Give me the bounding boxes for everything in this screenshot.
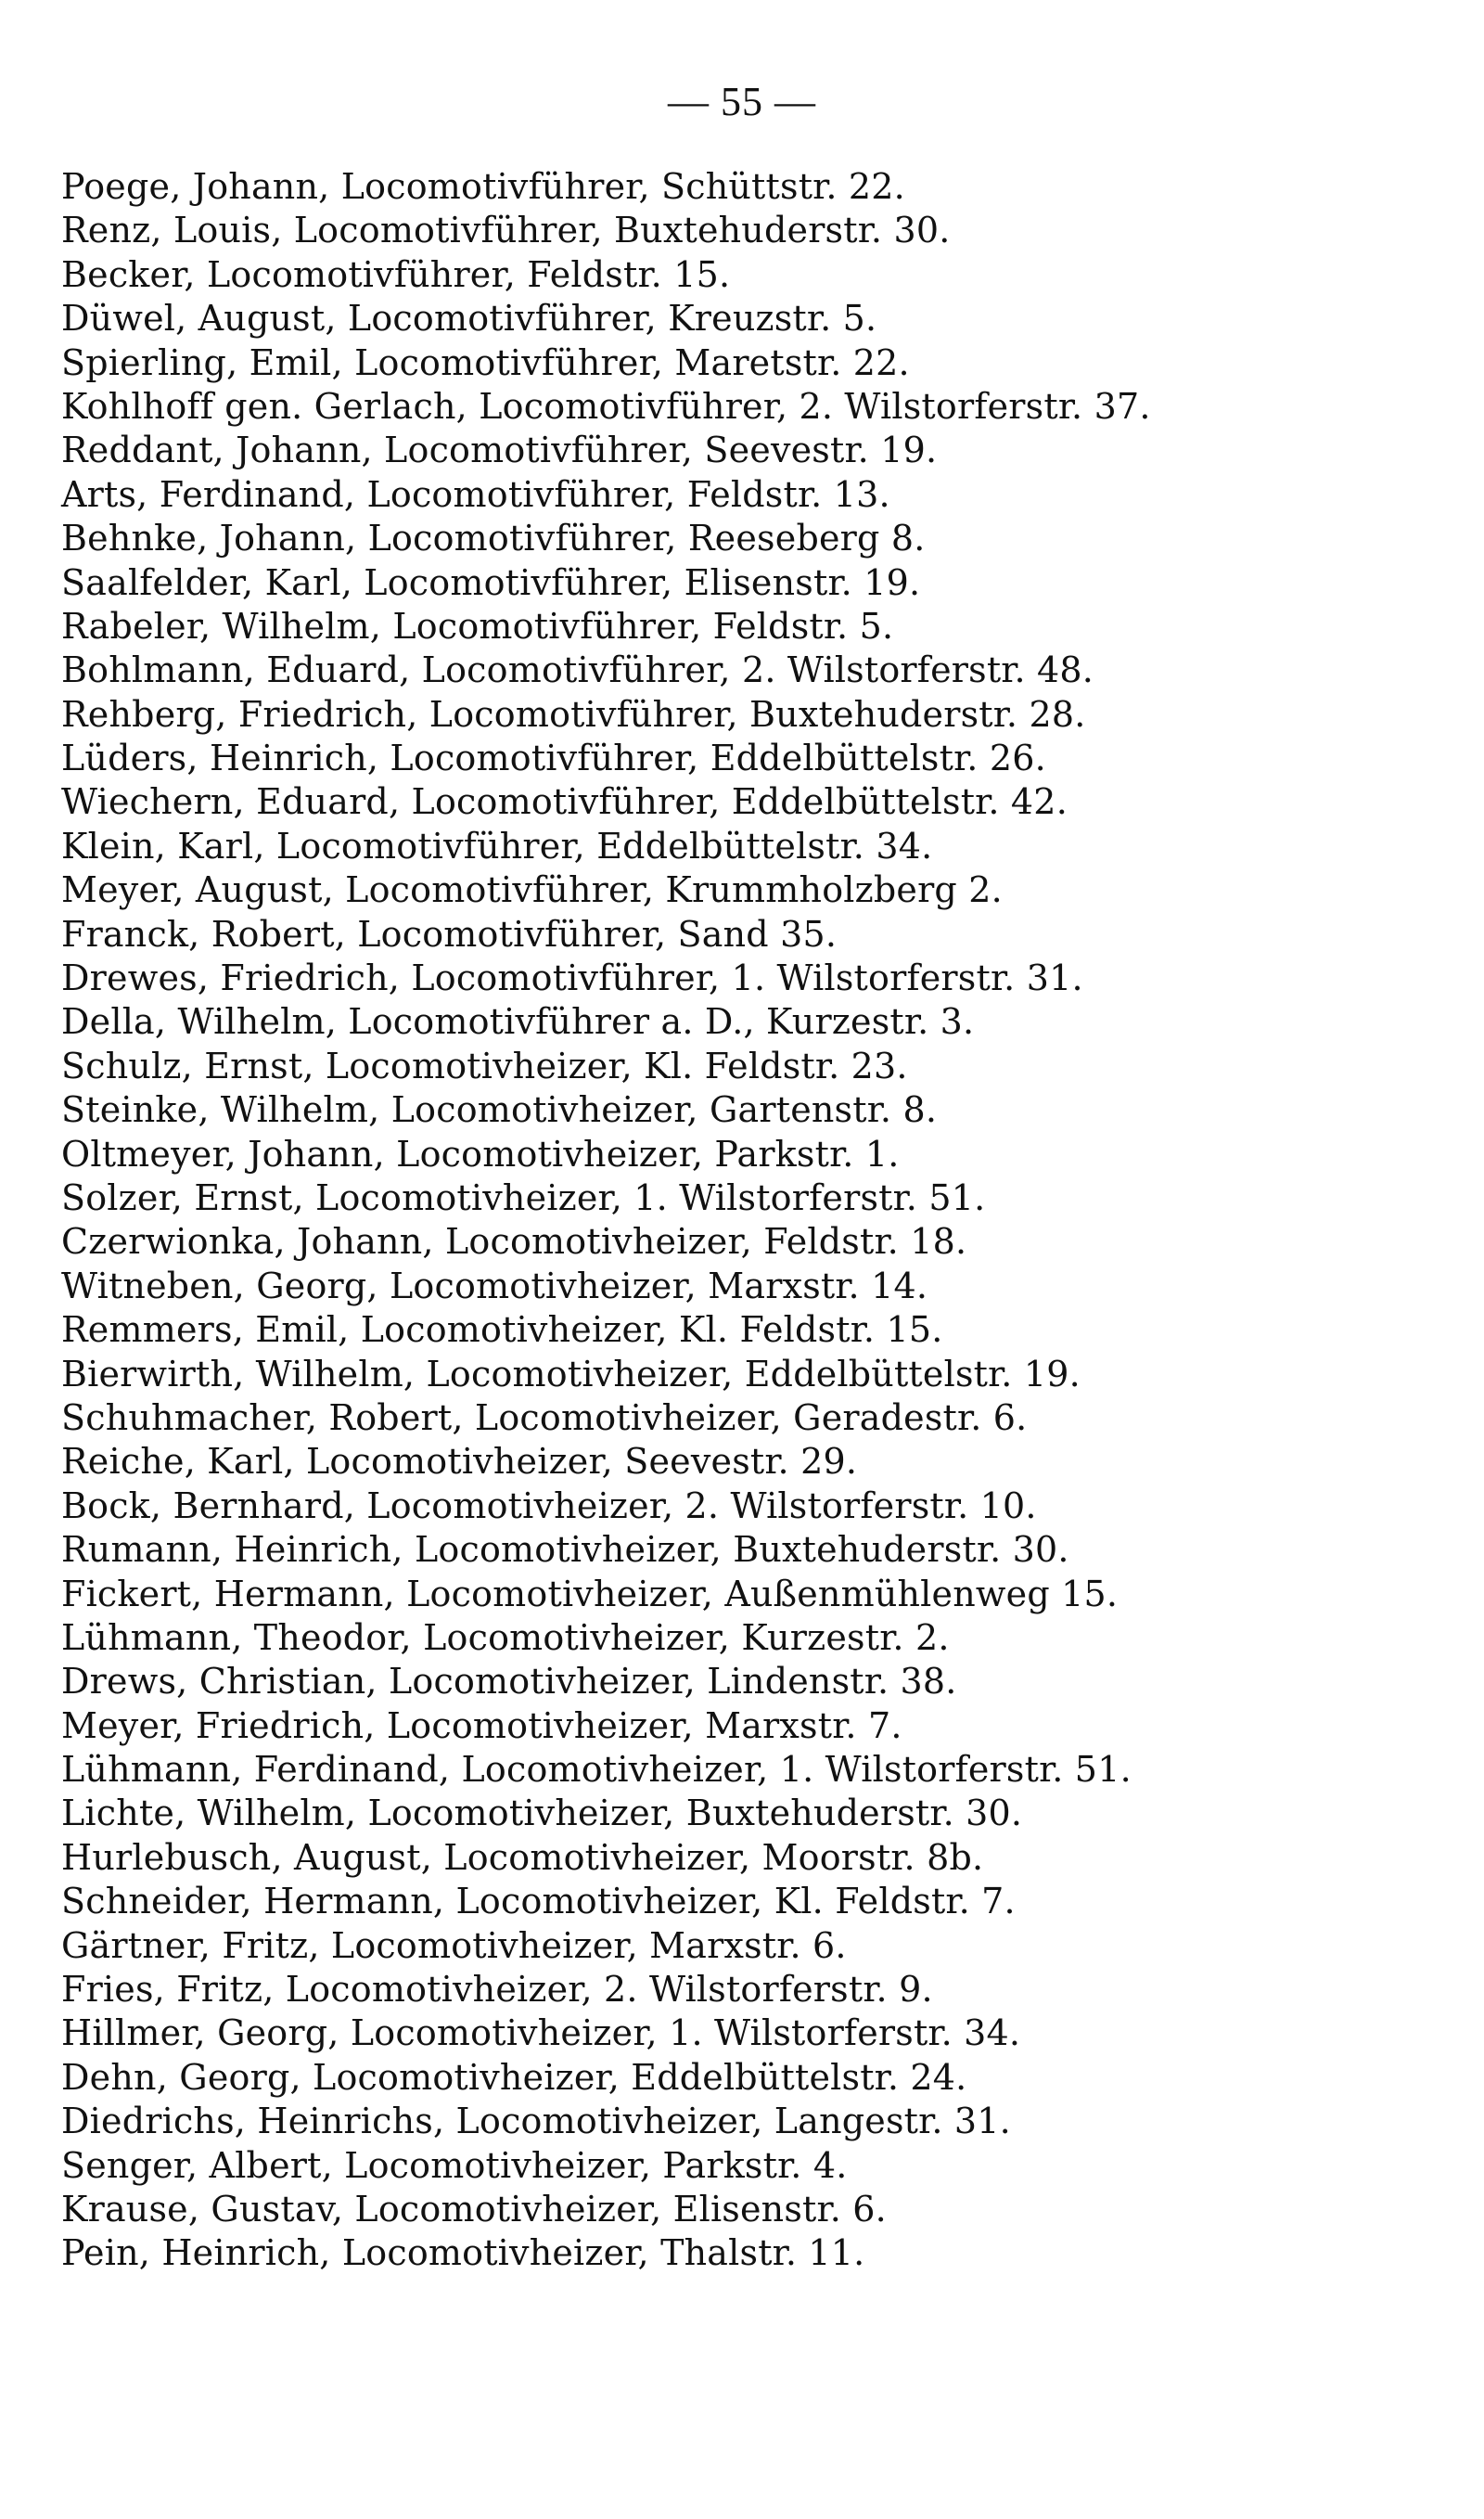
directory-entry: Czerwionka, Johann, Locomotivheizer, Feldstr. 18.	[61, 1221, 967, 1263]
directory-entry: Kohlhoff gen. Gerlach, Locomotivführer, 2. Wilstorferstr. 37.	[61, 385, 1151, 427]
directory-entry: Senger, Albert, Locomotivheizer, Parkstr. 4.	[61, 2144, 848, 2186]
directory-entry: Schuhmacher, Robert, Locomotivheizer, Geradestr. 6.	[61, 1396, 1028, 1438]
directory-entry: Rumann, Heinrich, Locomotivheizer, Buxtehuderstr. 30.	[61, 1529, 1069, 1571]
directory-entry: Behnke, Johann, Locomotivführer, Reeseberg 8.	[61, 518, 926, 559]
directory-entry: Wiechern, Eduard, Locomotivführer, Eddelbüttelstr. 42.	[61, 781, 1068, 823]
directory-entry: Diedrichs, Heinrichs, Locomotivheizer, Langestr. 31.	[61, 2101, 1011, 2142]
directory-entry: Düwel, August, Locomotivführer, Kreuzstr. 5.	[61, 298, 877, 340]
directory-entry: Solzer, Ernst, Locomotivheizer, 1. Wilstorferstr. 51.	[61, 1176, 986, 1218]
directory-entry: Franck, Robert, Locomotivführer, Sand 35.	[61, 913, 838, 955]
directory-entry: Reiche, Karl, Locomotivheizer, Seevestr. 29.	[61, 1441, 858, 1483]
directory-entry: Fickert, Hermann, Locomotivheizer, Außenmühlenweg 15.	[61, 1573, 1119, 1614]
directory-entry: Drews, Christian, Locomotivheizer, Lindenstr. 38.	[61, 1661, 957, 1703]
directory-entry: Spierling, Emil, Locomotivführer, Maretstr. 22.	[61, 341, 910, 383]
directory-entry: Della, Wilhelm, Locomotivführer a. D., Kurzestr. 3.	[61, 1001, 975, 1043]
directory-entry: Hurlebusch, August, Locomotivheizer, Moorstr. 8b.	[61, 1836, 984, 1878]
directory-entry: Rehberg, Friedrich, Locomotivführer, Buxtehuderstr. 28.	[61, 693, 1086, 735]
directory-entry: Meyer, August, Locomotivführer, Krummholzberg 2.	[61, 869, 1003, 911]
directory-entries	[61, 165, 1452, 2276]
directory-entry: Schneider, Hermann, Locomotivheizer, Kl. Feldstr. 7.	[61, 1881, 1016, 1922]
directory-entry: Becker, Locomotivführer, Feldstr. 15.	[61, 253, 731, 295]
directory-entry: Reddant, Johann, Locomotivführer, Seevestr. 19.	[61, 430, 938, 471]
directory-entry: Klein, Karl, Locomotivführer, Eddelbüttelstr. 34.	[61, 825, 933, 867]
directory-entry: Rabeler, Wilhelm, Locomotivführer, Feldstr. 5.	[61, 605, 894, 647]
directory-entry: Schulz, Ernst, Locomotivheizer, Kl. Feldstr. 23.	[61, 1045, 908, 1086]
directory-entry: Fries, Fritz, Locomotivheizer, 2. Wilstorferstr. 9.	[61, 1969, 933, 2011]
directory-entry: Lüders, Heinrich, Locomotivführer, Eddelbüttelstr. 26.	[61, 738, 1046, 779]
directory-entry: Lichte, Wilhelm, Locomotivheizer, Buxtehuderstr. 30.	[61, 1793, 1023, 1834]
directory-entry: Remmers, Emil, Locomotivheizer, Kl. Feldstr. 15.	[61, 1309, 943, 1351]
directory-entry: Krause, Gustav, Locomotivheizer, Elisenstr. 6.	[61, 2188, 887, 2230]
directory-entry: Pein, Heinrich, Locomotivheizer, Thalstr. 11.	[61, 2232, 865, 2274]
directory-entry: Saalfelder, Karl, Locomotivführer, Elisenstr. 19.	[61, 561, 921, 603]
page-number: — 55 —	[668, 79, 816, 124]
directory-entry: Oltmeyer, Johann, Locomotivheizer, Parkstr. 1.	[61, 1133, 900, 1175]
directory-entry: Renz, Louis, Locomotivführer, Buxtehuderstr. 30.	[61, 210, 951, 251]
directory-entry: Hillmer, Georg, Locomotivheizer, 1. Wilstorferstr. 34.	[61, 2012, 1021, 2054]
directory-entry: Gärtner, Fritz, Locomotivheizer, Marxstr. 6.	[61, 1924, 847, 1966]
directory-entry: Poege, Johann, Locomotivführer, Schüttstr. 22.	[61, 166, 905, 207]
directory-entry: Arts, Ferdinand, Locomotivführer, Feldstr. 13.	[61, 473, 890, 515]
directory-entry: Meyer, Friedrich, Locomotivheizer, Marxstr. 7.	[61, 1704, 902, 1746]
directory-entry: Drewes, Friedrich, Locomotivführer, 1. Wilstorferstr. 31.	[61, 957, 1083, 999]
directory-entry: Bierwirth, Wilhelm, Locomotivheizer, Eddelbüttelstr. 19.	[61, 1353, 1081, 1394]
directory-entry: Witneben, Georg, Locomotivheizer, Marxstr. 14.	[61, 1265, 928, 1306]
directory-entry: Lühmann, Ferdinand, Locomotivheizer, 1. Wilstorferstr. 51.	[61, 1749, 1132, 1791]
directory-entry: Bohlmann, Eduard, Locomotivführer, 2. Wilstorferstr. 48.	[61, 649, 1094, 691]
directory-entry: Steinke, Wilhelm, Locomotivheizer, Gartenstr. 8.	[61, 1089, 938, 1131]
directory-entry: Lühmann, Theodor, Locomotivheizer, Kurzestr. 2.	[61, 1616, 950, 1658]
directory-entry: Bock, Bernhard, Locomotivheizer, 2. Wilstorferstr. 10.	[61, 1484, 1037, 1526]
directory-entry: Dehn, Georg, Locomotivheizer, Eddelbüttelstr. 24.	[61, 2056, 967, 2098]
